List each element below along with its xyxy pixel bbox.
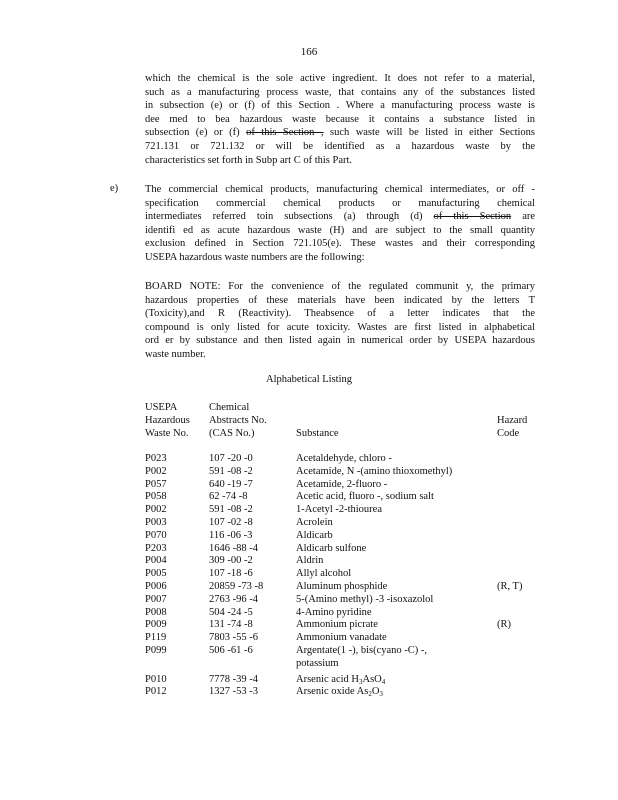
formula-text: O <box>371 686 380 698</box>
header-line: Abstracts No. <box>209 415 267 426</box>
header-line: USEPA <box>145 402 178 413</box>
table-row <box>145 530 545 543</box>
substance-name: Acetic acid, fluoro -, sodium salt <box>296 491 434 503</box>
substance-name <box>296 686 383 701</box>
cas-number: 640 -19 -7 <box>209 478 253 490</box>
substance-name: Argentate(1 -), bis(cyano -C) -, <box>296 644 428 656</box>
table-row <box>145 543 545 556</box>
cas-number: 7803 -55 -6 <box>209 632 258 644</box>
table-row <box>145 466 545 479</box>
formula-subscript: 2 <box>368 690 372 699</box>
substance-name: Ammonium picrate <box>296 619 378 631</box>
formula-subscript: 4 <box>381 677 386 686</box>
substance-name: 1-Acetyl -2-thiourea <box>296 504 383 516</box>
table-row <box>145 504 545 517</box>
formula-text: Arsenic acid H <box>296 673 359 685</box>
cas-number: 504 -24 -5 <box>209 606 253 618</box>
header-usepa <box>145 401 190 440</box>
table-row <box>145 517 545 530</box>
cas-number: 62 -74 -8 <box>209 491 248 503</box>
waste-code: P058 <box>145 491 167 503</box>
table-row <box>145 453 545 466</box>
paragraph-line: in subsection (e) or (f) of this Section . Where a manufacturing process waste is <box>145 100 535 112</box>
cas-number: 591 -08 -2 <box>209 504 253 516</box>
cas-number: 506 -61 -6 <box>209 644 253 656</box>
paragraph-line: waste number. <box>145 348 206 360</box>
cas-number: 131 -74 -8 <box>209 619 253 631</box>
table-row <box>145 555 545 568</box>
header-line: Code <box>497 428 520 439</box>
board-note <box>145 280 535 362</box>
paragraph-line: which the chemical is the sole active ingredient. It does not refer to a material, <box>145 73 535 84</box>
paragraph-line: hazardous properties of these materials have been indicated by the letters T <box>145 294 535 306</box>
cas-number: 2763 -96 -4 <box>209 593 258 605</box>
table-row <box>145 568 545 581</box>
substance-name: Allyl alcohol <box>296 568 352 580</box>
listing-title: Alphabetical Listing <box>265 374 353 385</box>
paragraph-line <box>145 210 535 224</box>
formula-subscript: 3 <box>358 677 363 686</box>
table-row <box>145 594 545 607</box>
header-cas <box>209 401 267 440</box>
paragraph-line <box>145 126 535 140</box>
substance-name: Acetaldehyde, chloro - <box>296 453 392 464</box>
paragraph-line: ord er by substance and then listed again in numerical order by USEPA hazardous <box>145 335 535 347</box>
paragraph-text: are <box>522 211 536 223</box>
waste-code: P005 <box>145 568 167 580</box>
cas-number: 7778 -39 -4 <box>209 673 258 685</box>
header-line: (CAS No.) <box>209 428 255 439</box>
waste-code: P010 <box>145 673 167 685</box>
subsection-e-paragraph <box>145 183 535 265</box>
substance-name-continued: potassium <box>296 657 339 669</box>
header-line: Waste No. <box>145 428 189 439</box>
page-number: 166 <box>300 46 318 58</box>
header-line: Chemical <box>209 402 250 413</box>
paragraph-line: BOARD NOTE: For the convenience of the regulated communit y, the primary <box>145 281 535 292</box>
waste-code: P009 <box>145 619 167 631</box>
substance-name: Acetamide, 2-fluoro - <box>296 478 388 490</box>
paragraph-line: exclusion defined in Section 721.105(e). These wastes and their corresponding <box>145 238 535 250</box>
struck-text: of this Section <box>433 211 512 223</box>
paragraph-text: intermediates referred toin subsections (a) through (d) <box>145 211 423 223</box>
paragraph-line: such as a manufacturing process waste, that contains any of the substances listed <box>145 86 535 98</box>
table-row <box>145 645 545 671</box>
substance-name: 4-Amino pyridine <box>296 606 372 618</box>
cas-number: 107 -02 -8 <box>209 516 253 528</box>
paragraph-line: compound is only listed for acute toxicity. Wastes are first listed in alphabetical <box>145 321 535 333</box>
waste-code: P099 <box>145 644 167 656</box>
paragraph-text: subsection (e) or (f) <box>145 127 240 139</box>
substance-name: Aluminum phosphide <box>296 580 388 592</box>
waste-code: P004 <box>145 555 167 567</box>
substance-name: Acetamide, N -(amino thioxomethyl) <box>296 465 453 477</box>
table-row <box>145 686 545 699</box>
table-row <box>145 632 545 645</box>
substance-name: Aldrin <box>296 555 324 567</box>
cas-number: 116 -06 -3 <box>209 529 253 541</box>
header-hazard <box>497 414 527 440</box>
waste-code: P023 <box>145 453 167 464</box>
table-row <box>145 619 545 632</box>
waste-code: P008 <box>145 606 167 618</box>
cas-number: 1327 -53 -3 <box>209 686 258 698</box>
paragraph-line: USEPA hazardous waste numbers are the following: <box>145 251 365 263</box>
hazard-code: (R, T) <box>497 580 523 592</box>
waste-code: P057 <box>145 478 167 490</box>
formula-subscript: 3 <box>379 690 383 699</box>
intro-paragraph <box>145 72 535 167</box>
substance-name: Aldicarb <box>296 529 333 541</box>
cas-number: 591 -08 -2 <box>209 465 253 477</box>
paragraph-line: (Toxicity),and R (Reactivity). Theabsence of a letter indicates that the <box>145 308 535 320</box>
waste-code: P119 <box>145 632 167 644</box>
substance-name: 5-(Amino methyl) -3 -isoxazolol <box>296 593 434 605</box>
waste-code: P007 <box>145 593 167 605</box>
table-row <box>145 581 545 594</box>
cas-number: 1646 -88 -4 <box>209 542 258 554</box>
hazard-code: (R) <box>497 619 511 631</box>
header-line: Hazard <box>497 415 528 426</box>
waste-code: P006 <box>145 580 167 592</box>
paragraph-line: 721.131 or 721.132 or will be identified as a hazardous waste by the <box>145 140 535 152</box>
cas-number: 107 -20 -0 <box>209 453 253 464</box>
table-row <box>145 491 545 504</box>
substance-name: Acrolein <box>296 516 333 528</box>
waste-code: P003 <box>145 516 167 528</box>
paragraph-line: identifi ed as acute hazardous waste (H) and are subject to the small quantity <box>145 224 535 236</box>
cas-number: 309 -00 -2 <box>209 555 253 567</box>
subsection-marker: e) <box>110 183 119 194</box>
paragraph-line: specification commercial chemical products or manufacturing chemical <box>145 197 535 209</box>
waste-code: P070 <box>145 529 167 541</box>
substance-name: Ammonium vanadate <box>296 632 387 644</box>
table-row <box>145 479 545 492</box>
waste-table <box>145 453 545 699</box>
waste-code: P002 <box>145 504 167 516</box>
paragraph-line: characteristics set forth in Subp art C of this Part. <box>145 154 353 166</box>
table-row <box>145 607 545 620</box>
cas-number: 20859 -73 -8 <box>209 580 264 592</box>
waste-code: P002 <box>145 465 167 477</box>
waste-code: P203 <box>145 542 167 554</box>
formula-text: Arsenic oxide As <box>296 686 369 698</box>
paragraph-text: such waste will be listed in either Sections <box>329 127 536 139</box>
table-row <box>145 674 545 687</box>
waste-code: P012 <box>145 686 167 698</box>
paragraph-line: dee med to bea hazardous waste because it contains a substance listed in <box>145 113 535 125</box>
header-substance <box>296 427 339 440</box>
header-line: Hazardous <box>145 415 190 426</box>
header-line: Substance <box>296 428 339 439</box>
cas-number: 107 -18 -6 <box>209 568 253 580</box>
struck-text: of this Section , <box>246 127 324 139</box>
substance-name: Aldicarb sulfone <box>296 542 367 554</box>
paragraph-line: The commercial chemical products, manufacturing chemical intermediates, or off - <box>145 184 535 195</box>
formula-text: AsO <box>362 673 382 685</box>
